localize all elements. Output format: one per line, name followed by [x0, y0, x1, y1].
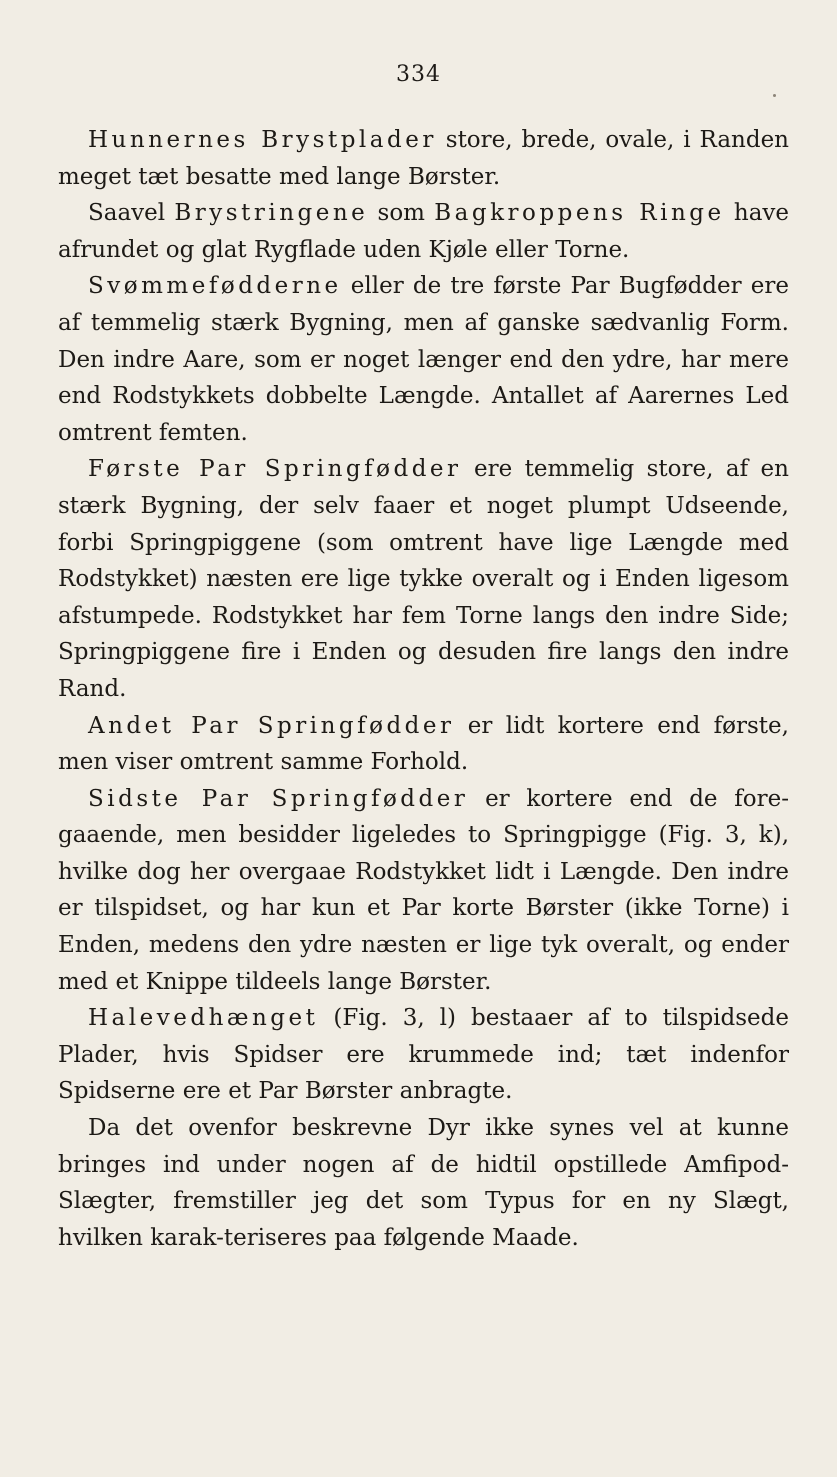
paragraph-new-genus: [58, 1110, 789, 1256]
lead-term: Svømmefødderne: [88, 273, 342, 300]
paragraph-text: have afrundet og glat Rygflade uden Kjøle eller Torne.: [58, 200, 790, 263]
lead-term: Brystringene: [174, 200, 369, 227]
paragraph-text: (Fig. 3, l) bestaaer af to tilspidsede Plader, hvis Spidser ere krummede ind; tæt indenfor Spidserne ere et Par Børster anbragte.: [58, 1005, 789, 1105]
paragraph-female-breastplates: [58, 122, 789, 195]
paragraph-text: store, brede, ovale, i Randen meget tæt besatte med lange Børster.: [58, 127, 789, 190]
lead-term: Halevedhænget: [88, 1005, 319, 1032]
paragraph-text: Da det ovenfor beskrevne Dyr ikke synes vel at kunne bringes ind under nogen af de hidtil opstillede Amfipod-Slægter, fremstiller jeg det som Typus for en ny Slægt, hvilken karak-teriseres paa følgende Maade.: [58, 1115, 789, 1251]
page-number: 334: [396, 62, 441, 87]
lead-term: Første Par Springfødder: [88, 456, 462, 483]
paragraph-breast-rings: [58, 195, 789, 268]
paragraph-text: Saavel: [88, 200, 175, 227]
paragraph-text: er kortere end de fore-gaaende, men besidder ligeledes to Springpigge (Fig. 3, k), hvilke dog her overgaae Rodstykket lidt i Længde. Den indre er tilspidset, og har kun et Par korte Børster (ikke Torne) i Enden, medens den ydre næsten er lige tyk overalt, og ender med et Knippe tildeels lange Børster.: [58, 785, 789, 995]
lead-term: Andet Par Springfødder: [88, 712, 455, 739]
paragraph-text: ere temmelig store, af en stærk Bygning, der selv faaer et noget plumpt Udseende, forbi Springpiggene (som omtrent have lige Længde med Rodstykket) næsten ere lige tykke overalt og i Enden ligesom afstumpede. Rodstykket har fem Torne langs den indre Side; Springpiggene fire i Enden og desuden fire langs den indre Rand.: [58, 456, 789, 702]
paragraph-tail-appendage: [58, 1000, 789, 1110]
lead-term: Hunnernes Brystplader: [88, 127, 437, 153]
paragraph-text: som: [368, 200, 435, 227]
body-text: [58, 122, 789, 1256]
lead-term: Sidste Par Springfødder: [88, 785, 469, 812]
paragraph-second-jumping-feet: [58, 708, 789, 781]
paper-speck: [773, 94, 776, 97]
paragraph-text: er lidt kortere end første, men viser omtrent samme Forhold.: [58, 712, 789, 776]
paragraph-first-jumping-feet: [58, 451, 789, 707]
paragraph-text: eller de tre første Par Bugfødder ere af temmelig stærk Bygning, men af ganske sædvanlig Form. Den indre Aare, som er noget længer end den ydre, har mere end Rodstykkets dobbelte Længde. Antallet af Aarernes Led omtrent femten.: [58, 273, 789, 446]
lead-term: Bagkroppens Ringe: [434, 200, 725, 227]
paragraph-swimming-feet: [58, 268, 789, 451]
paragraph-last-jumping-feet: [58, 781, 789, 1001]
